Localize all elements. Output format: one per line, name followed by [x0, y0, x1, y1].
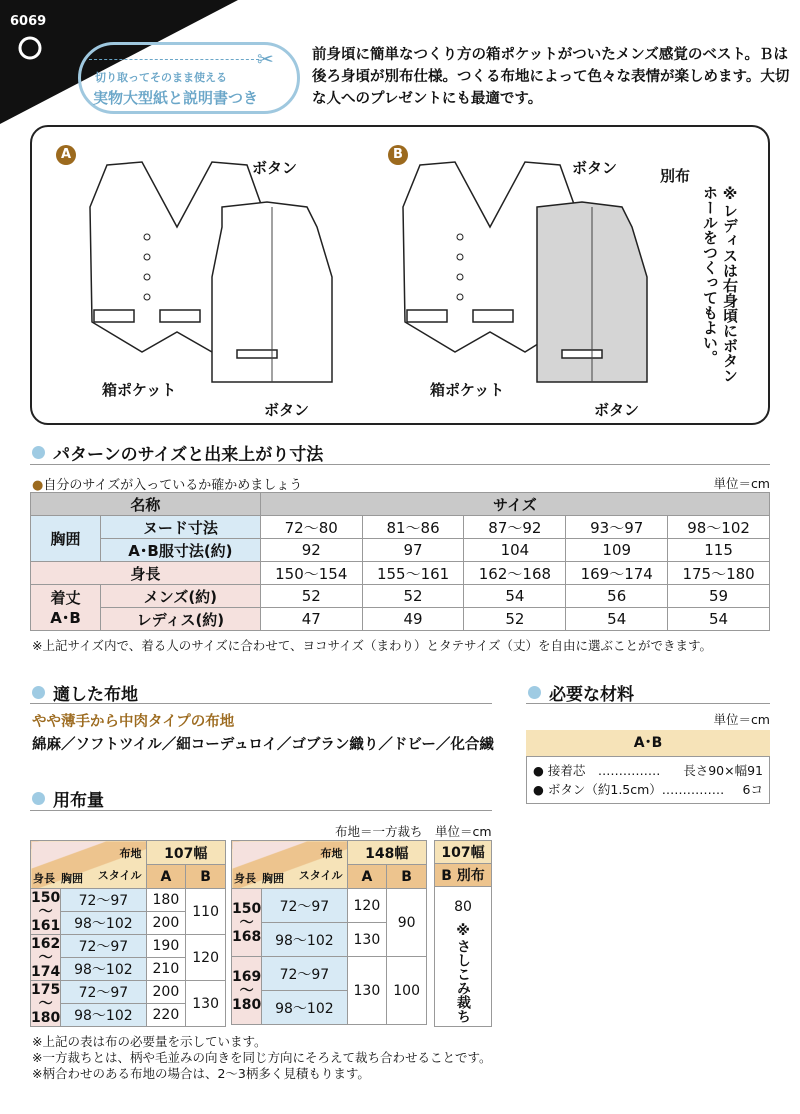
size-cell: 162〜168: [464, 562, 566, 585]
t3-note: ※さしこみ裁ち: [455, 923, 471, 1023]
fabric-subtitle: やや薄手から中肉タイプの布地: [32, 714, 235, 730]
table-cell: A: [347, 865, 387, 889]
col-name: 名称: [31, 493, 261, 516]
table-cell: 220: [146, 1004, 186, 1027]
yardage-note: ※柄合わせのある布地の場合は、2〜3柄多く見積もります。: [32, 1066, 370, 1081]
size-hint: ●自分のサイズが入っているか確かめましょう: [32, 478, 303, 493]
t3-head: B 別布: [435, 864, 492, 887]
table-cell: A: [146, 865, 186, 889]
col-size: サイズ: [260, 493, 769, 516]
table-cell: [31, 841, 147, 889]
yardage-table-extra: [434, 840, 492, 1027]
table-cell: 98〜102: [61, 912, 146, 935]
row-nude: ヌード寸法: [101, 516, 261, 539]
size-cell: 47: [260, 608, 362, 631]
material-item: ● 接着芯 …………… 長さ90×幅91: [533, 763, 763, 778]
size-cell: 54: [464, 585, 566, 608]
size-cell: 97: [362, 539, 464, 562]
bullet-icon: [528, 686, 541, 699]
label-button-a-back: ボタン: [264, 401, 310, 419]
size-unit: 単位＝cm: [713, 476, 770, 491]
size-cell: 59: [668, 585, 770, 608]
size-cell: 169〜174: [566, 562, 668, 585]
table-cell: 175 〜 180: [31, 981, 61, 1026]
t3-width: 107幅: [435, 841, 492, 864]
scissors-icon: ✂: [257, 47, 274, 71]
size-cell: 92: [260, 539, 362, 562]
row-chest: 胸囲: [31, 516, 101, 562]
size-cell: 104: [464, 539, 566, 562]
section-heading: 適した布地: [53, 685, 138, 705]
table-cell: 130: [347, 923, 387, 957]
bullet-icon: [32, 792, 45, 805]
cut-note: 布地＝一方裁ち: [335, 824, 423, 839]
table-cell: 98〜102: [262, 991, 347, 1025]
ladies-note: ※レディスは右身頃にボタンホールをつくってもよい。: [701, 185, 739, 383]
table-cell: 210: [146, 958, 186, 981]
table-cell: 130: [347, 957, 387, 1025]
bullet-icon: [32, 686, 45, 699]
pattern-badge: [78, 42, 300, 114]
fabric-list: 綿麻／ソフトツイル／細コーデュロイ／ゴブラン織り／ドビー／化合繊: [32, 737, 494, 753]
table-cell: 120: [186, 935, 226, 981]
yardage-table-148: [231, 840, 427, 1025]
size-cell: 93〜97: [566, 516, 668, 539]
section-heading: 必要な材料: [549, 685, 634, 705]
label-button-b-back: ボタン: [594, 401, 640, 419]
size-cell: 150〜154: [260, 562, 362, 585]
divider: [30, 703, 492, 704]
size-cell: 52: [464, 608, 566, 631]
height-label: 身長: [33, 872, 55, 885]
section-heading: 用布量: [53, 791, 104, 811]
size-cell: 52: [260, 585, 362, 608]
style-b-badge: B: [388, 145, 408, 165]
fabric-section-title: [32, 680, 138, 705]
size-cell: 98〜102: [668, 516, 770, 539]
chest-label: 胸囲: [61, 872, 83, 885]
row-length: 着丈 A･B: [31, 585, 101, 631]
size-cell: 72〜80: [260, 516, 362, 539]
label-pocket-b: 箱ポケット: [430, 381, 505, 399]
table-cell: 148幅: [347, 841, 426, 865]
table-cell: 162 〜 174: [31, 935, 61, 980]
size-table: [30, 492, 770, 631]
table-cell: 98〜102: [61, 1004, 146, 1027]
badge-subtitle: 切り取ってそのまま使える: [95, 71, 227, 84]
chest-label: 胸囲: [262, 872, 284, 885]
t3-value: 80: [454, 899, 472, 915]
fabric-label: 布地: [320, 847, 343, 860]
pattern-code: 6069: [10, 14, 47, 29]
size-cell: 54: [668, 608, 770, 631]
label-extra-fabric: 別布: [660, 167, 691, 185]
materials-header: A･B: [526, 730, 770, 756]
divider: [526, 703, 770, 704]
fabric-label: 布地: [119, 847, 142, 860]
table-cell: 180: [146, 889, 186, 912]
table-cell: B: [186, 865, 226, 889]
row-mens: メンズ(約): [101, 585, 261, 608]
material-item: ● ボタン（約1.5cm）…………… 6コ: [533, 782, 763, 797]
table-cell: 200: [146, 981, 186, 1004]
size-cell: 81〜86: [362, 516, 464, 539]
table-cell: 72〜97: [262, 957, 347, 991]
table-cell: 72〜97: [61, 981, 146, 1004]
materials-list: [526, 756, 770, 804]
size-cell: 115: [668, 539, 770, 562]
yardage-note: ※一方裁ちとは、柄や毛並みの向きを同じ方向にそろえて裁ち合わせることです。: [32, 1050, 492, 1065]
style-label: スタイル: [298, 869, 343, 882]
description: 前身頃に簡単なつくり方の箱ポケットがついたメンズ感覚のベスト。Ｂは後ろ身頃が別布仕様。つくる布地によって色々な表情が楽しめます。大切な人へのプレゼントにも最適です。: [312, 47, 790, 107]
row-garment: A･B服寸法(約): [101, 539, 261, 562]
table-cell: 200: [146, 912, 186, 935]
table-cell: 98〜102: [61, 958, 146, 981]
yardage-table-107: [30, 840, 226, 1027]
table-cell: 169 〜 180: [232, 957, 262, 1025]
table-cell: 190: [146, 935, 186, 958]
table-cell: [232, 841, 348, 889]
size-note: ※上記サイズ内で、着る人のサイズに合わせて、ヨコサイズ（まわり）とタテサイズ（丈）を自由に選ぶことができます。: [32, 638, 712, 653]
table-cell: 120: [347, 889, 387, 923]
yardage-section-title: [32, 786, 104, 811]
table-cell: 150 〜 168: [232, 889, 262, 957]
table-cell: 100: [387, 957, 427, 1025]
style-label: スタイル: [97, 869, 142, 882]
size-cell: 155〜161: [362, 562, 464, 585]
label-pocket-a: 箱ポケット: [102, 381, 177, 399]
yardage-unit: 単位＝cm: [435, 824, 492, 839]
table-cell: 107幅: [146, 841, 225, 865]
table-cell: 130: [186, 981, 226, 1027]
bullet-icon: [32, 446, 45, 459]
size-section-title: [32, 440, 323, 465]
style-a-badge: A: [56, 145, 76, 165]
size-cell: 109: [566, 539, 668, 562]
yardage-note: ※上記の表は布の必要量を示しています。: [32, 1034, 267, 1049]
divider: [30, 810, 492, 811]
badge-title: 実物大型紙と説明書つき: [93, 89, 259, 107]
table-cell: B: [387, 865, 427, 889]
height-label: 身長: [234, 872, 256, 885]
size-cell: 175〜180: [668, 562, 770, 585]
cut-line: [89, 59, 259, 60]
table-cell: 150 〜 161: [31, 889, 61, 934]
materials-unit: 単位＝cm: [713, 712, 770, 727]
size-cell: 56: [566, 585, 668, 608]
materials-section-title: [528, 680, 634, 705]
table-cell: 72〜97: [61, 889, 146, 912]
size-cell: 54: [566, 608, 668, 631]
table-cell: 110: [186, 889, 226, 935]
table-cell: 90: [387, 889, 427, 957]
illustration-panel: [30, 125, 770, 425]
table-cell: 98〜102: [262, 923, 347, 957]
section-heading: パターンのサイズと出来上がり寸法: [53, 445, 324, 465]
table-cell: 72〜97: [61, 935, 146, 958]
size-cell: 87〜92: [464, 516, 566, 539]
row-height: 身長: [31, 562, 261, 585]
size-cell: 52: [362, 585, 464, 608]
label-button-b-front: ボタン: [572, 159, 618, 177]
label-button-a-front: ボタン: [252, 159, 298, 177]
size-cell: 49: [362, 608, 464, 631]
divider: [30, 464, 770, 465]
row-ladies: レディス(約): [101, 608, 261, 631]
table-cell: 72〜97: [262, 889, 347, 923]
